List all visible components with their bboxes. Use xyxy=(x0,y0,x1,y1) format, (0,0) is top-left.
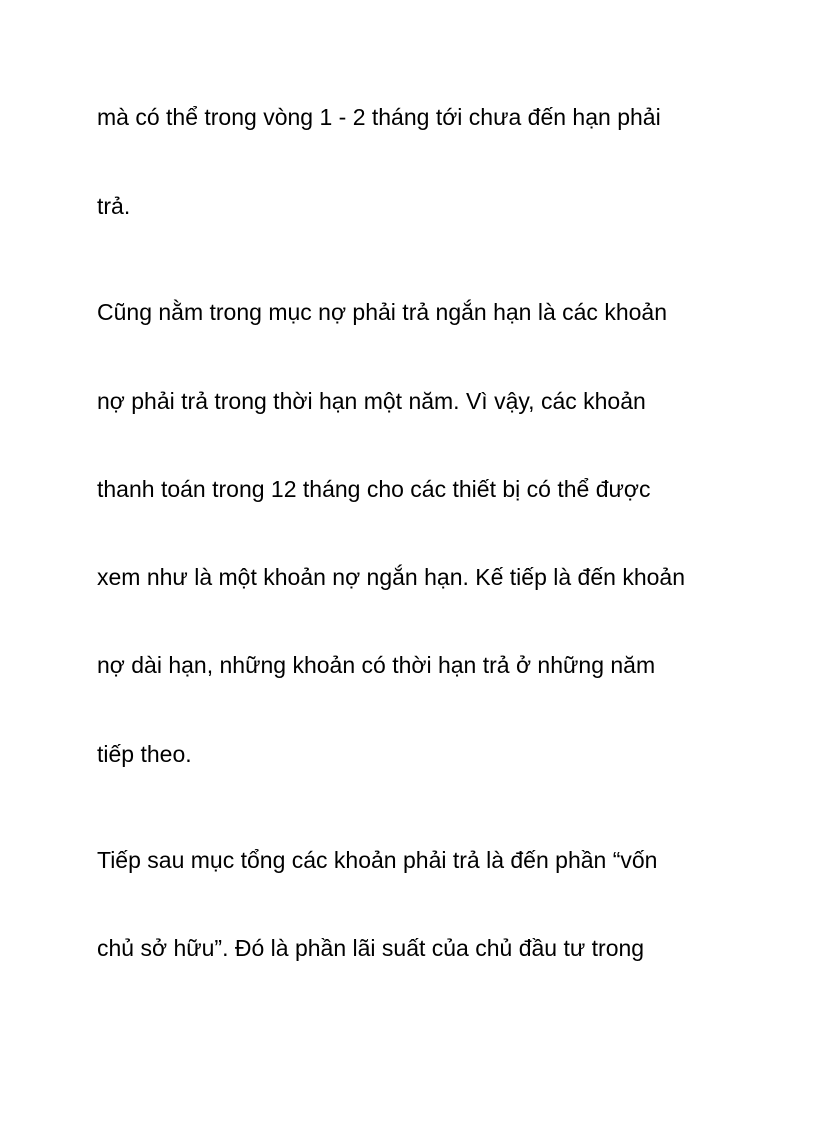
paragraph-3-line-2: chủ sở hữu”. Đó là phần lãi suất của chủ đầu tư trong xyxy=(97,935,645,961)
paragraph-1-line-1: mà có thể trong vòng 1 - 2 tháng tới chưa đến hạn phải xyxy=(97,104,661,130)
paragraph-2-line-3: thanh toán trong 12 tháng cho các thiết bị có thể được xyxy=(97,476,651,502)
paragraph-2-line-4: xem như là một khoản nợ ngắn hạn. Kế tiếp là đến khoản xyxy=(97,564,685,590)
paragraph-2-line-6: tiếp theo. xyxy=(97,741,192,767)
paragraph-2-line-2: nợ phải trả trong thời hạn một năm. Vì vậy, các khoản xyxy=(97,388,646,414)
paragraph-3-line-1: Tiếp sau mục tổng các khoản phải trả là đến phần “vốn xyxy=(97,847,658,873)
paragraph-2-line-1: Cũng nằm trong mục nợ phải trả ngắn hạn là các khoản xyxy=(97,299,667,325)
paragraph-2-line-5: nợ dài hạn, những khoản có thời hạn trả ở những năm xyxy=(97,652,656,678)
paragraph-1-line-2: trả. xyxy=(97,193,131,219)
